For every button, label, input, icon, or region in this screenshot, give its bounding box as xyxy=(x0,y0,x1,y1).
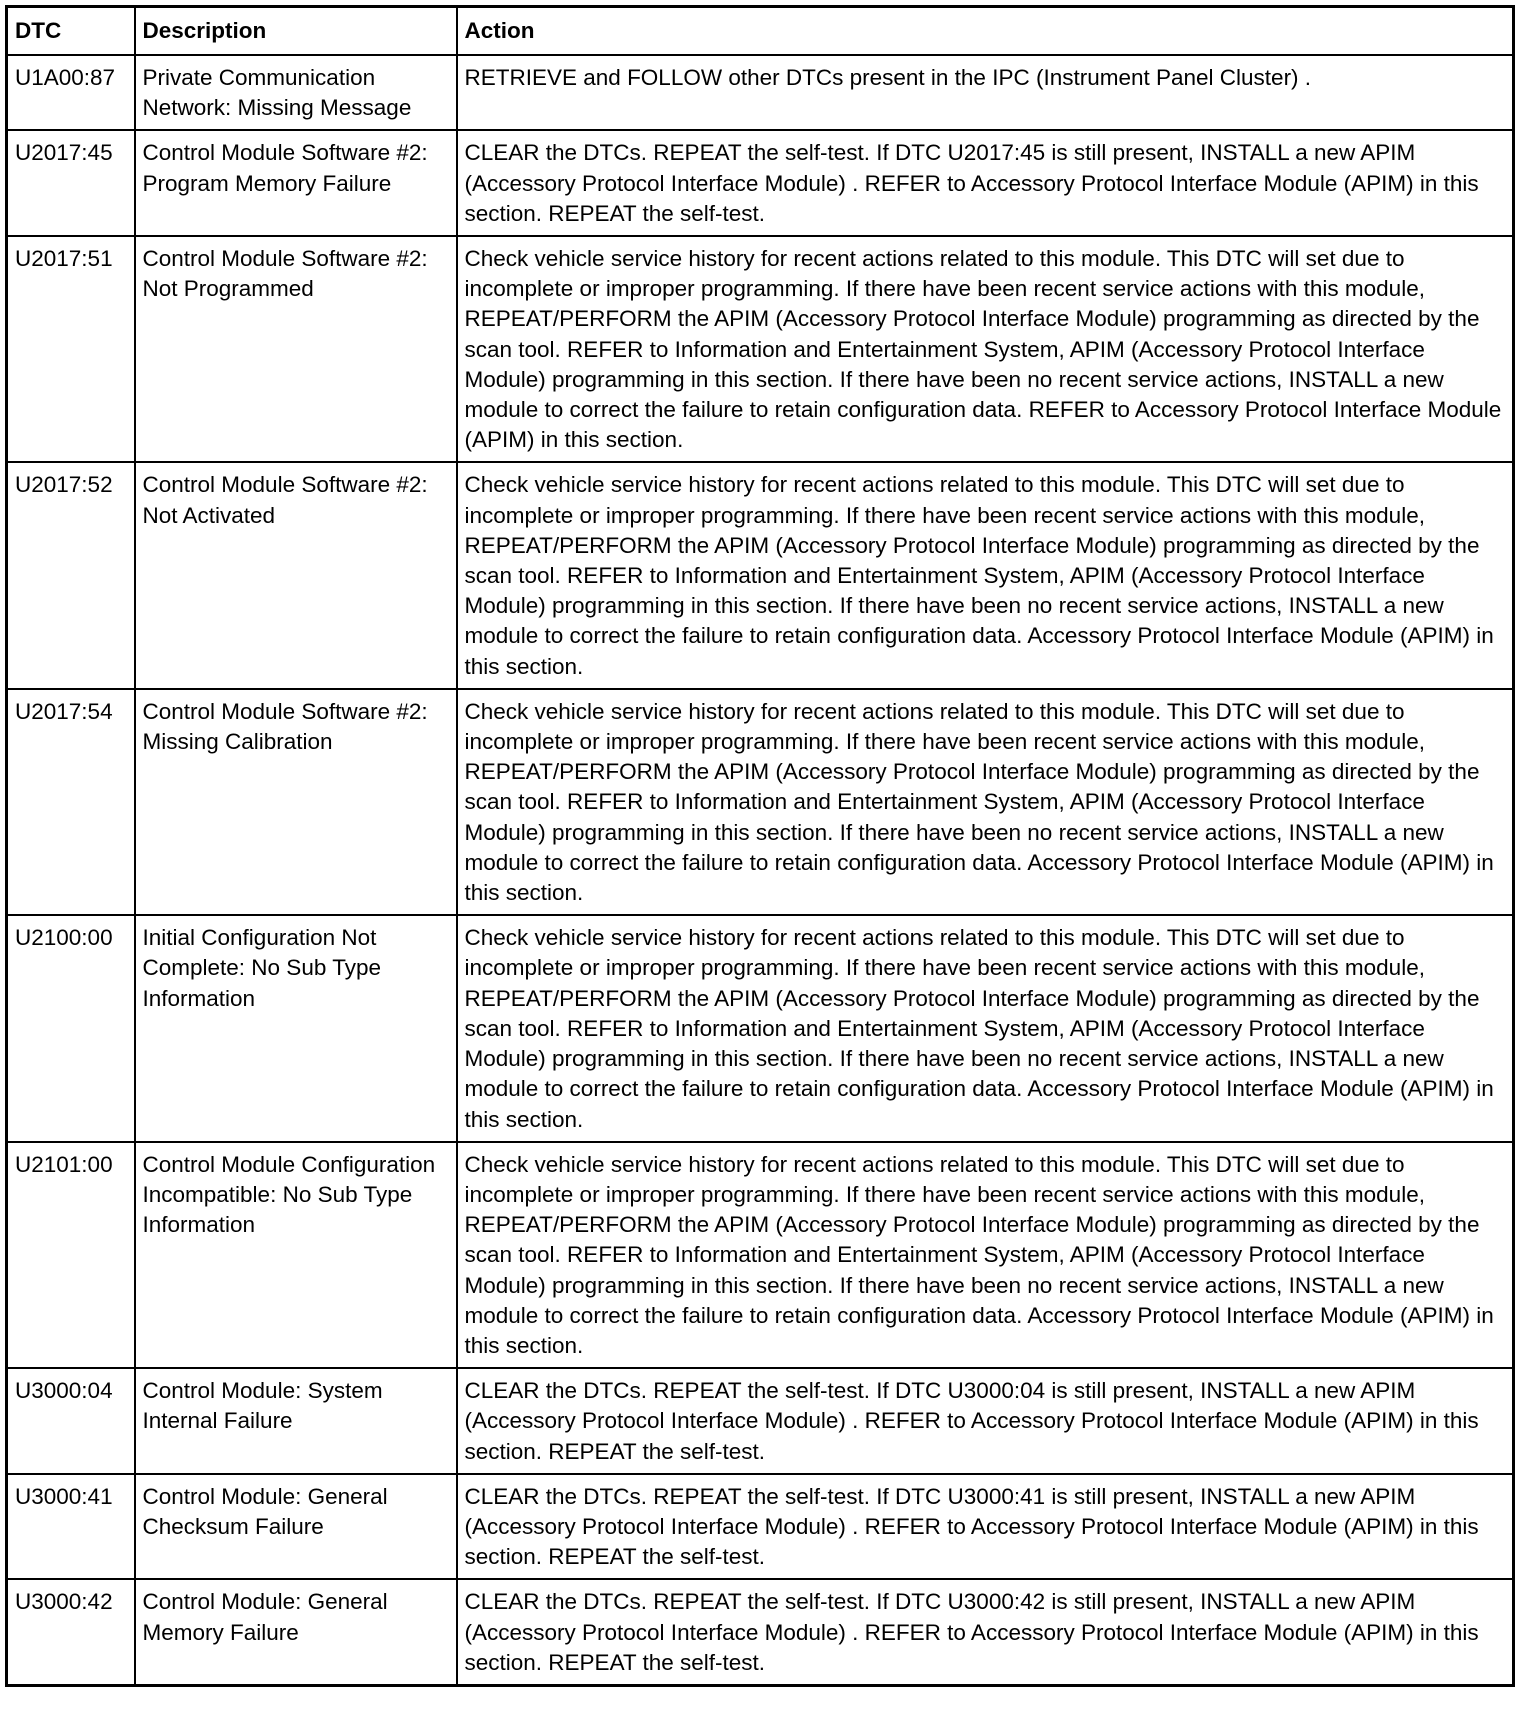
dtc-cell: U2101:00 xyxy=(7,1142,135,1368)
description-cell: Control Module: General Checksum Failure xyxy=(135,1474,457,1580)
action-cell: CLEAR the DTCs. REPEAT the self-test. If DTC U2017:45 is still present, INSTALL a new APIM (Accessory Protocol Interface Module) . REFER to Accessory Protocol Interface Module (APIM) in this section. REPEAT the self-test. xyxy=(457,130,1514,236)
table-row xyxy=(7,915,1514,1141)
dtc-cell: U2017:52 xyxy=(7,462,135,688)
header-description: Description xyxy=(135,7,457,56)
dtc-cell: U1A00:87 xyxy=(7,55,135,130)
header-row xyxy=(7,7,1514,56)
action-cell: Check vehicle service history for recent actions related to this module. This DTC will set due to incomplete or improper programming. If there have been recent service actions with this module, REPEAT/PERFORM the APIM (Accessory Protocol Interface Module) programming as directed by the scan tool. REFER to Information and Entertainment System, APIM (Accessory Protocol Interface Module) programming in this section. If there have been no recent service actions, INSTALL a new module to correct the failure to retain configuration data. Accessory Protocol Interface Module (APIM) in this section. xyxy=(457,462,1514,688)
dtc-cell: U2017:51 xyxy=(7,236,135,462)
dtc-cell: U3000:04 xyxy=(7,1368,135,1474)
dtc-cell: U2017:54 xyxy=(7,689,135,915)
header-dtc: DTC xyxy=(7,7,135,56)
action-cell: Check vehicle service history for recent actions related to this module. This DTC will set due to incomplete or improper programming. If there have been recent service actions with this module, REPEAT/PERFORM the APIM (Accessory Protocol Interface Module) programming as directed by the scan tool. REFER to Information and Entertainment System, APIM (Accessory Protocol Interface Module) programming in this section. If there have been no recent service actions, INSTALL a new module to correct the failure to retain configuration data. Accessory Protocol Interface Module (APIM) in this section. xyxy=(457,689,1514,915)
table-row xyxy=(7,1579,1514,1685)
description-cell: Control Module Software #2: Missing Calibration xyxy=(135,689,457,915)
action-cell: CLEAR the DTCs. REPEAT the self-test. If DTC U3000:41 is still present, INSTALL a new APIM (Accessory Protocol Interface Module) . REFER to Accessory Protocol Interface Module (APIM) in this section. REPEAT the self-test. xyxy=(457,1474,1514,1580)
header-action: Action xyxy=(457,7,1514,56)
description-cell: Control Module: General Memory Failure xyxy=(135,1579,457,1685)
dtc-cell: U2100:00 xyxy=(7,915,135,1141)
description-cell: Control Module: System Internal Failure xyxy=(135,1368,457,1474)
dtc-cell: U2017:45 xyxy=(7,130,135,236)
action-cell: RETRIEVE and FOLLOW other DTCs present in the IPC (Instrument Panel Cluster) . xyxy=(457,55,1514,130)
table-header xyxy=(7,7,1514,56)
table-body xyxy=(7,55,1514,1685)
description-cell: Control Module Configuration Incompatible: No Sub Type Information xyxy=(135,1142,457,1368)
dtc-cell: U3000:41 xyxy=(7,1474,135,1580)
action-cell: CLEAR the DTCs. REPEAT the self-test. If DTC U3000:04 is still present, INSTALL a new APIM (Accessory Protocol Interface Module) . REFER to Accessory Protocol Interface Module (APIM) in this section. REPEAT the self-test. xyxy=(457,1368,1514,1474)
description-cell: Control Module Software #2: Not Activated xyxy=(135,462,457,688)
action-cell: Check vehicle service history for recent actions related to this module. This DTC will set due to incomplete or improper programming. If there have been recent service actions with this module, REPEAT/PERFORM the APIM (Accessory Protocol Interface Module) programming as directed by the scan tool. REFER to Information and Entertainment System, APIM (Accessory Protocol Interface Module) programming in this section. If there have been no recent service actions, INSTALL a new module to correct the failure to retain configuration data. REFER to Accessory Protocol Interface Module (APIM) in this section. xyxy=(457,236,1514,462)
table-row xyxy=(7,689,1514,915)
description-cell: Initial Configuration Not Complete: No Sub Type Information xyxy=(135,915,457,1141)
table-row xyxy=(7,130,1514,236)
action-cell: Check vehicle service history for recent actions related to this module. This DTC will set due to incomplete or improper programming. If there have been recent service actions with this module, REPEAT/PERFORM the APIM (Accessory Protocol Interface Module) programming as directed by the scan tool. REFER to Information and Entertainment System, APIM (Accessory Protocol Interface Module) programming in this section. If there have been no recent service actions, INSTALL a new module to correct the failure to retain configuration data. Accessory Protocol Interface Module (APIM) in this section. xyxy=(457,1142,1514,1368)
table-row xyxy=(7,1474,1514,1580)
action-cell: Check vehicle service history for recent actions related to this module. This DTC will set due to incomplete or improper programming. If there have been recent service actions with this module, REPEAT/PERFORM the APIM (Accessory Protocol Interface Module) programming as directed by the scan tool. REFER to Information and Entertainment System, APIM (Accessory Protocol Interface Module) programming in this section. If there have been no recent service actions, INSTALL a new module to correct the failure to retain configuration data. Accessory Protocol Interface Module (APIM) in this section. xyxy=(457,915,1514,1141)
table-row xyxy=(7,236,1514,462)
description-cell: Control Module Software #2: Not Programmed xyxy=(135,236,457,462)
table-row xyxy=(7,1142,1514,1368)
description-cell: Control Module Software #2: Program Memory Failure xyxy=(135,130,457,236)
table-row xyxy=(7,462,1514,688)
dtc-table xyxy=(5,5,1515,1687)
action-cell: CLEAR the DTCs. REPEAT the self-test. If DTC U3000:42 is still present, INSTALL a new APIM (Accessory Protocol Interface Module) . REFER to Accessory Protocol Interface Module (APIM) in this section. REPEAT the self-test. xyxy=(457,1579,1514,1685)
table-row xyxy=(7,1368,1514,1474)
description-cell: Private Communication Network: Missing Message xyxy=(135,55,457,130)
table-row xyxy=(7,55,1514,130)
dtc-cell: U3000:42 xyxy=(7,1579,135,1685)
